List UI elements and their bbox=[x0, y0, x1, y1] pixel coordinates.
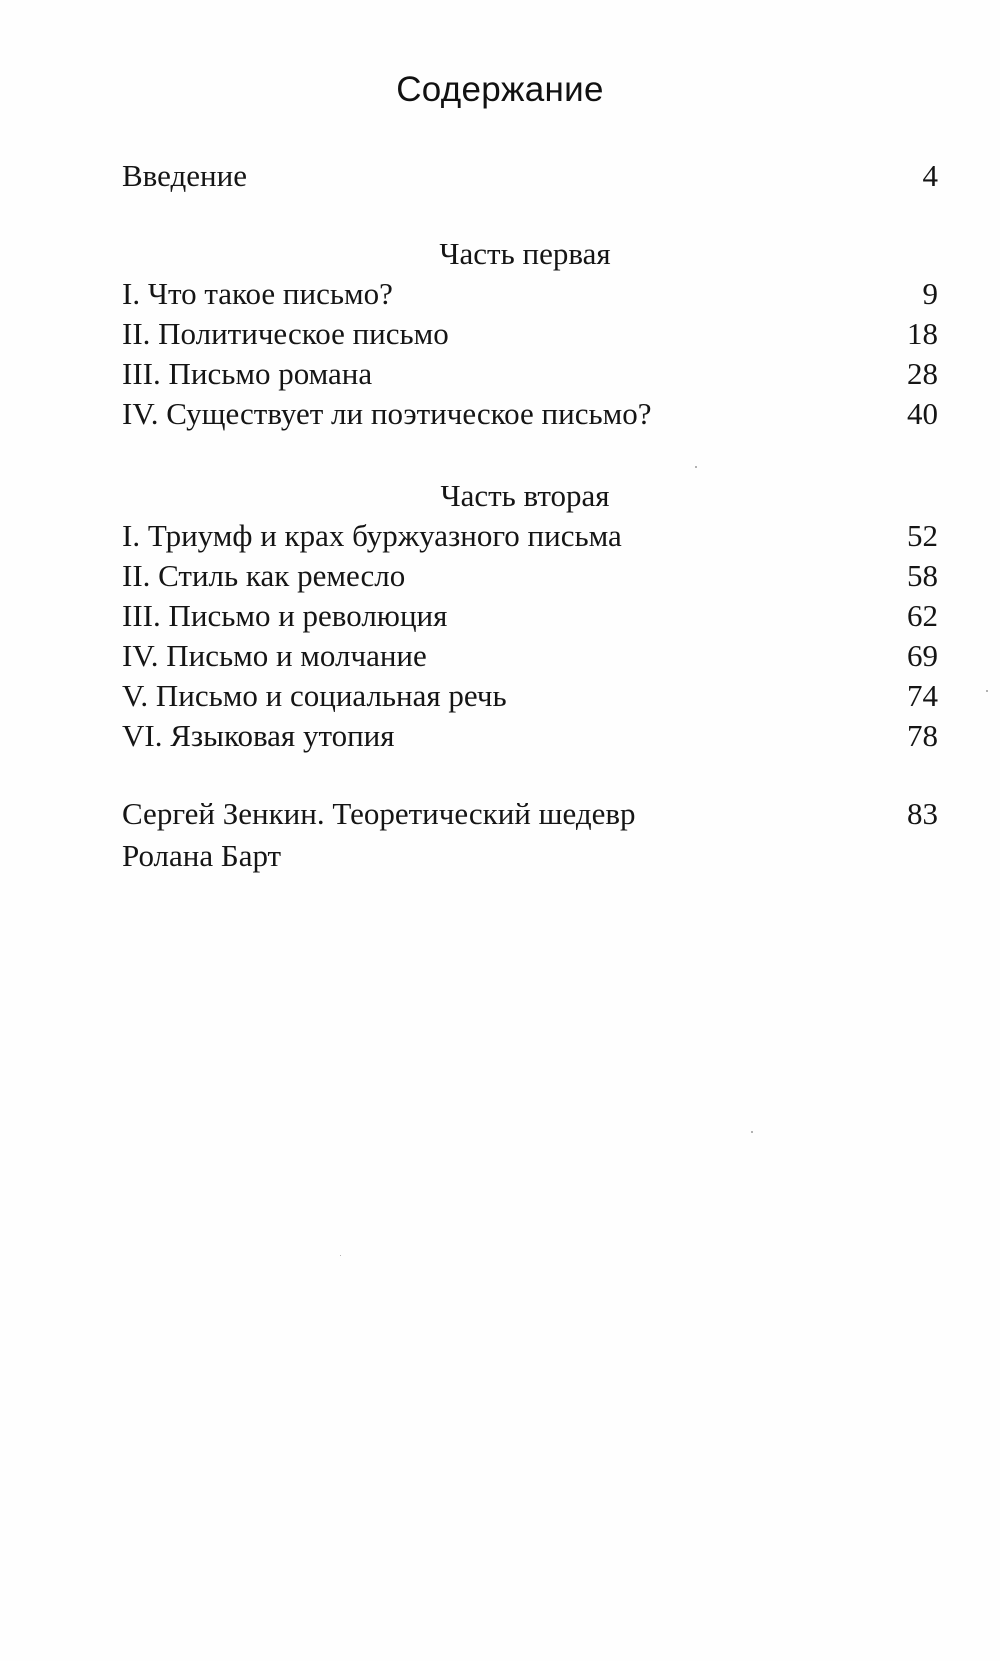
toc-entry-part2-4 bbox=[122, 636, 938, 676]
toc-entry-part1-1 bbox=[122, 274, 938, 314]
toc-entry-part2-5 bbox=[122, 676, 938, 716]
toc-entry-part2-2 bbox=[122, 556, 938, 596]
part-two-heading: Часть вторая bbox=[440, 478, 610, 513]
toc-entry-label: III. Письмо романа bbox=[122, 356, 373, 391]
toc-page-number: 58 bbox=[907, 558, 938, 593]
toc-entry-label-line1: Сергей Зенкин. Теоретический шедевр bbox=[122, 796, 636, 831]
toc-page-number: 52 bbox=[907, 518, 938, 553]
scan-speck bbox=[751, 1131, 753, 1133]
scan-speck bbox=[986, 690, 988, 692]
toc-page-number: 4 bbox=[922, 158, 938, 193]
toc-entry-label: V. Письмо и социальная речь bbox=[122, 678, 507, 713]
toc-page-number: 40 bbox=[907, 396, 938, 431]
toc-page-number: 18 bbox=[907, 316, 938, 351]
toc-entry-label-line2: Ролана Барт bbox=[122, 838, 282, 873]
scan-speck bbox=[695, 466, 697, 468]
toc-entry-label: IV. Письмо и молчание bbox=[122, 638, 427, 673]
toc-entry-label: II. Политическое письмо bbox=[122, 316, 449, 351]
toc-entry-label: I. Триумф и крах буржуазного письма bbox=[122, 518, 622, 553]
toc-entry-label: II. Стиль как ремесло bbox=[122, 558, 406, 593]
toc-entry-label: I. Что такое письмо? bbox=[122, 276, 393, 311]
toc-entry-intro bbox=[122, 156, 938, 196]
toc-entry-part1-3 bbox=[122, 354, 938, 394]
page-title: Содержание bbox=[396, 70, 604, 109]
toc-page-number: 9 bbox=[922, 276, 938, 311]
toc-entry-label: III. Письмо и революция bbox=[122, 598, 448, 633]
toc-page-number: 69 bbox=[907, 638, 938, 673]
toc-page-number: 78 bbox=[907, 718, 938, 753]
toc-page-number: 83 bbox=[907, 796, 938, 831]
toc-page-number: 28 bbox=[907, 356, 938, 391]
toc-entry-part2-3 bbox=[122, 596, 938, 636]
toc-page-number: 74 bbox=[907, 678, 938, 713]
toc-entry-label: VI. Языковая утопия bbox=[122, 718, 395, 753]
toc-entry-afterword bbox=[122, 794, 938, 873]
toc-entry-part2-1 bbox=[122, 516, 938, 556]
toc-entry-part1-4 bbox=[122, 394, 938, 434]
toc-entry-label: Введение bbox=[122, 158, 247, 193]
toc-entry-label: IV. Существует ли поэтическое письмо? bbox=[122, 396, 652, 431]
toc-entry-part1-2 bbox=[122, 314, 938, 354]
scan-speck bbox=[340, 1255, 341, 1256]
toc-entry-part2-6 bbox=[122, 716, 938, 756]
toc-page-number: 62 bbox=[907, 598, 938, 633]
part-one-heading: Часть первая bbox=[439, 236, 611, 271]
